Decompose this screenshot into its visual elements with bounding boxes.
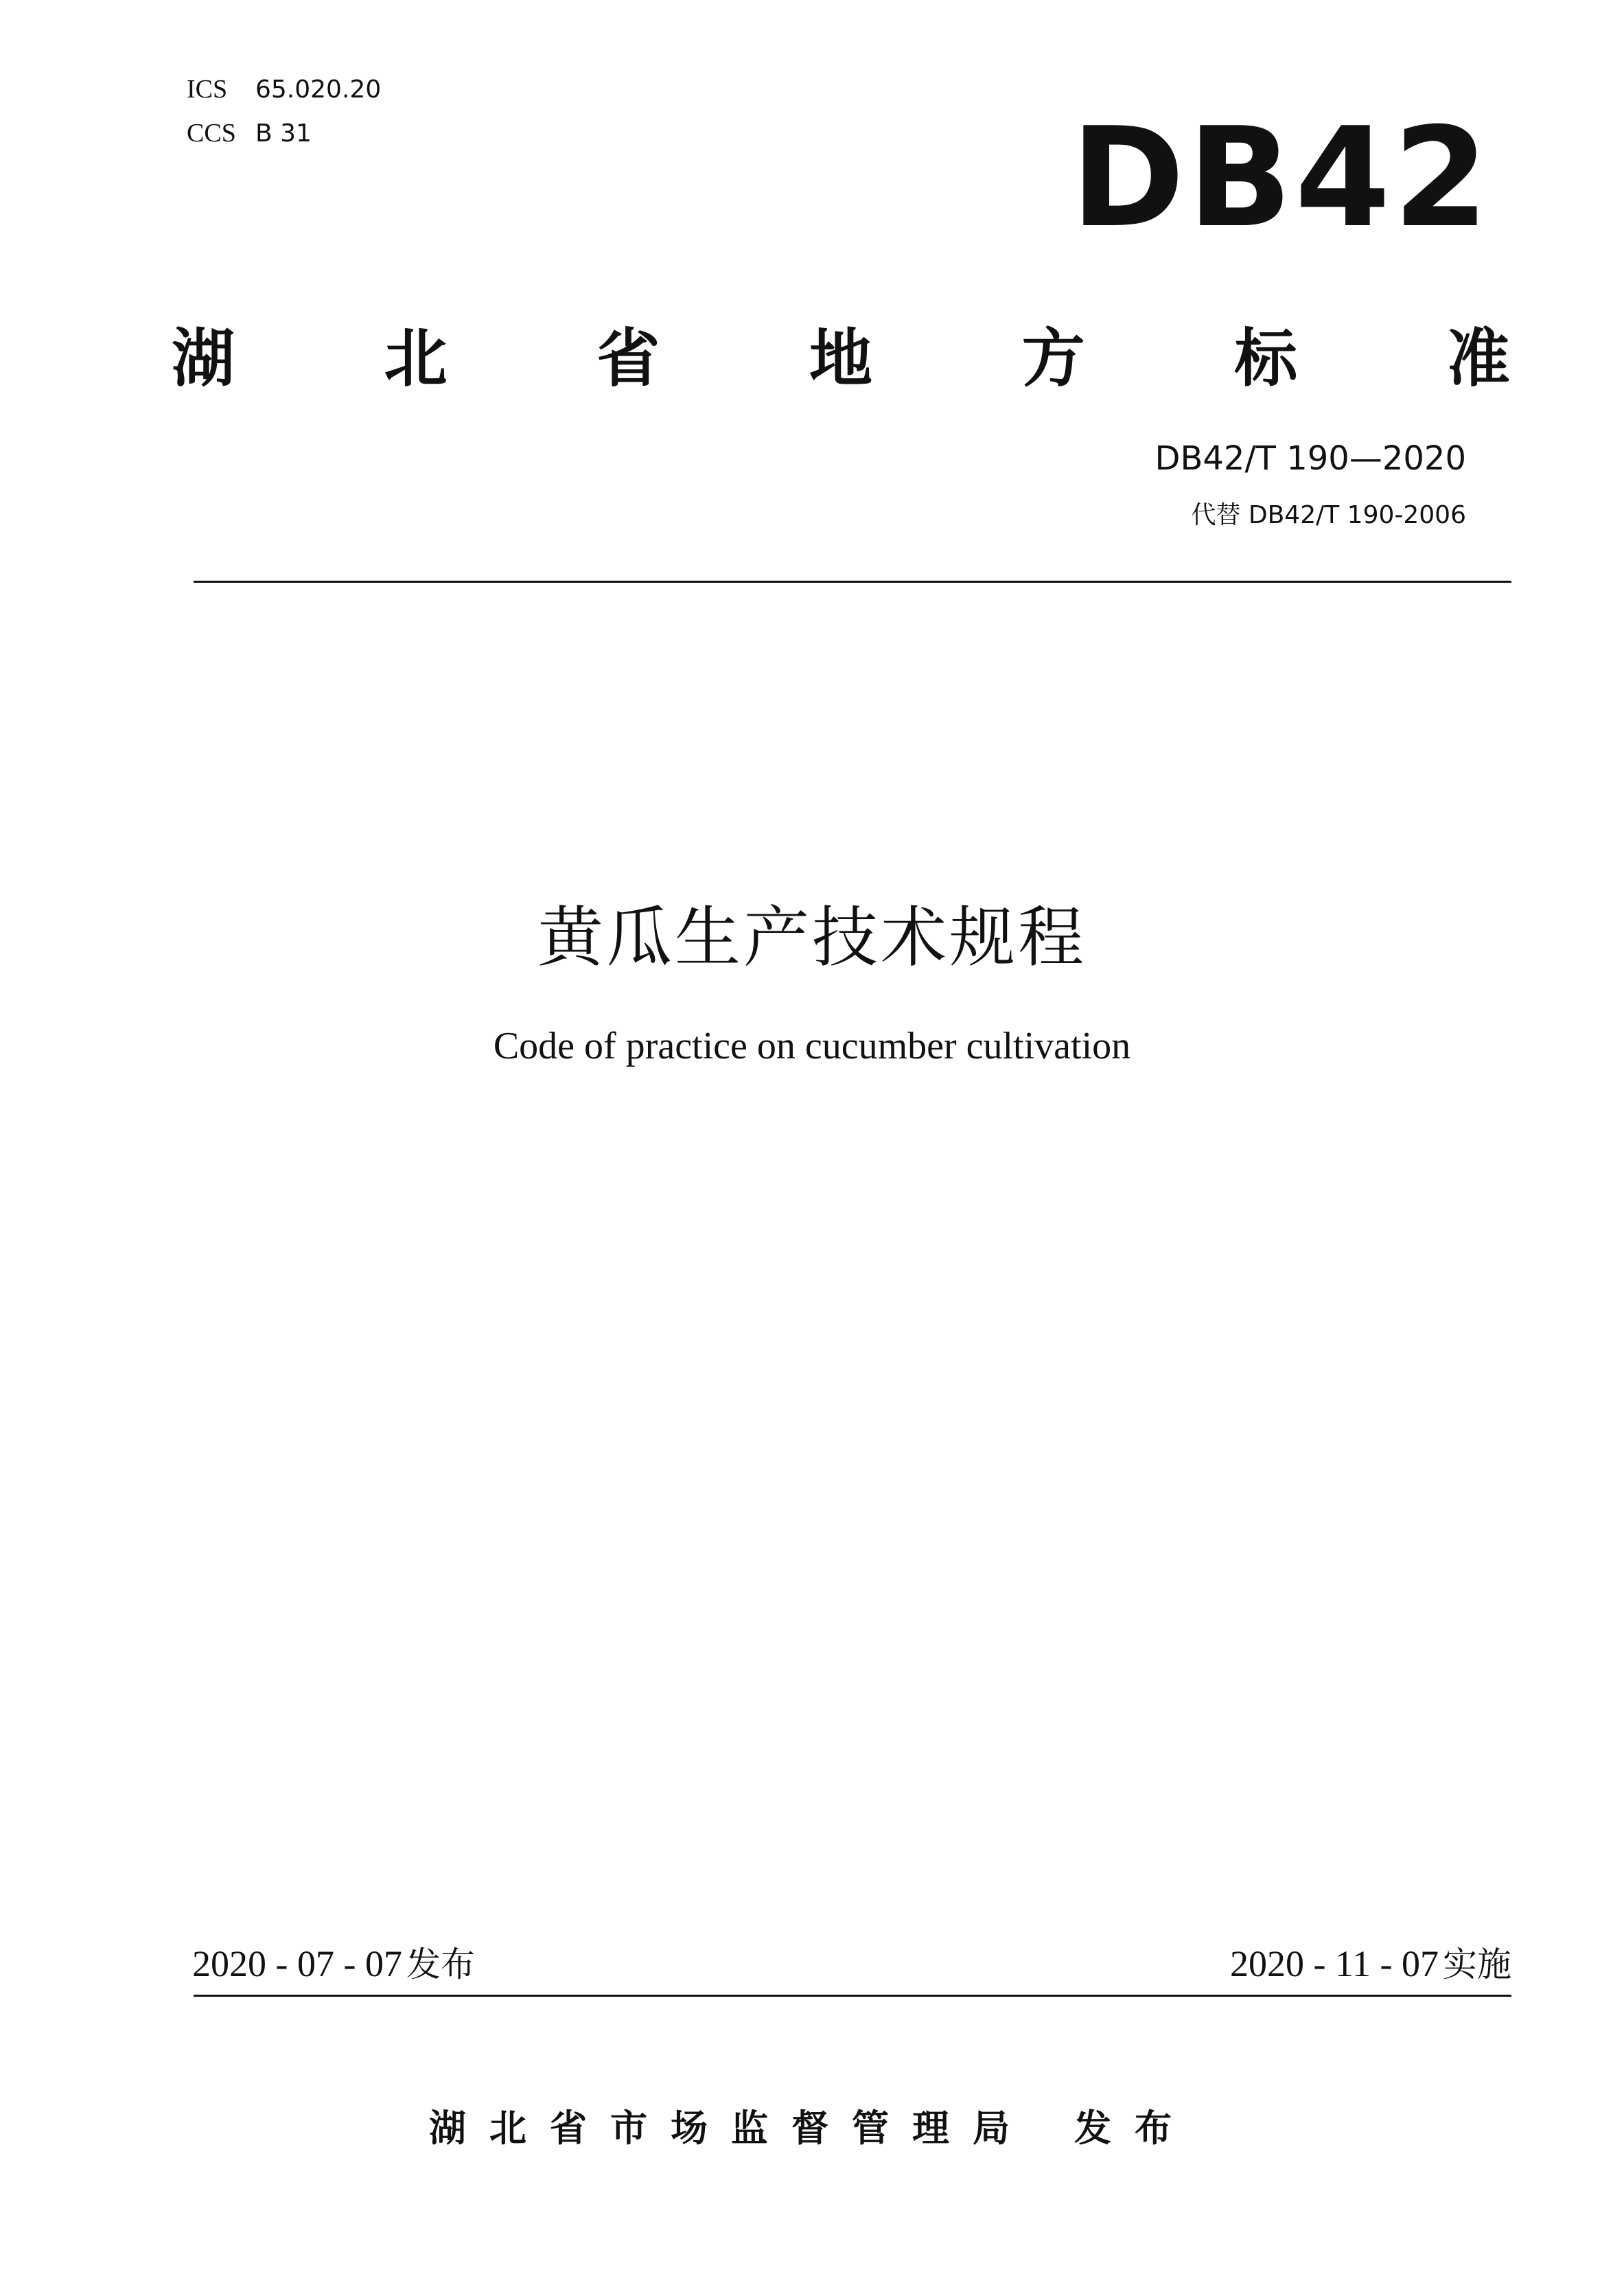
standard-type-char: 方 (1021, 322, 1085, 395)
ics-label: ICS (187, 75, 228, 104)
standard-type-char: 地 (809, 322, 872, 395)
ccs-label: CCS (187, 119, 236, 148)
ccs-value: B 31 (255, 119, 312, 148)
issue-date (192, 1937, 475, 1986)
standard-type-char: 北 (384, 322, 448, 395)
standard-type-char: 准 (1446, 322, 1510, 395)
effective-date (1230, 1937, 1511, 1986)
issue-label: 发布 (406, 1945, 475, 1984)
effective-label: 实施 (1443, 1945, 1511, 1984)
standard-type-char: 湖 (172, 322, 235, 395)
replaces-standard: 代替 DB42/T 190-2006 (1191, 501, 1466, 529)
ics-code (187, 74, 381, 115)
issuer-line (0, 2099, 1624, 2152)
issuer-name: 湖北省市场监督管理局 (429, 2107, 1033, 2150)
standard-number: DB42/T 190—2020 (1155, 439, 1466, 478)
effective-date-value: 2020 - 11 - 07 (1230, 1943, 1439, 1984)
db42-logo: DB42 (1071, 98, 1492, 258)
standard-type-char: 标 (1234, 322, 1298, 395)
footer-divider (194, 1995, 1511, 1997)
document-title-cn: 黄瓜生产技术规程 (537, 899, 1087, 976)
ccs-code (187, 118, 312, 159)
standard-type-char: 省 (596, 322, 660, 395)
header-divider (194, 581, 1511, 583)
document-title-en: Code of practice on cucumber cultivation (493, 1025, 1131, 1067)
issuer-action: 发布 (1074, 2107, 1195, 2150)
standard-type-heading (172, 309, 1510, 398)
issue-date-value: 2020 - 07 - 07 (192, 1943, 402, 1984)
ics-value: 65.020.20 (255, 76, 382, 104)
